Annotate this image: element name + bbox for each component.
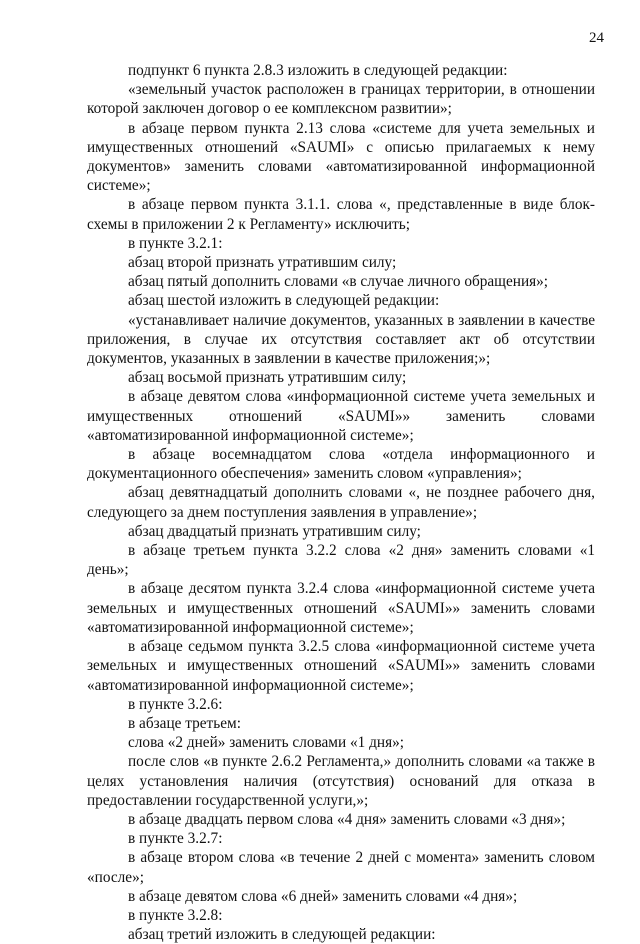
paragraph: в пункте 3.2.7: [128, 830, 223, 848]
paragraph: в абзаце третьем пункта 3.2.2 слова «2 дня» заменить словами «1 день»; [87, 542, 595, 579]
paragraph: после слов «в пункте 2.6.2 Регламента,» дополнить словами «а также в целях установления наличия (отсутствия) оснований для отказа в предоставлении государственной услуги,»; [87, 753, 595, 809]
paragraph: абзац пятый дополнить словами «в случае личного обращения»; [128, 273, 549, 291]
paragraph: абзац восьмой признать утратившим силу; [128, 369, 407, 387]
paragraph: абзац девятнадцатый дополнить словами «, не позднее рабочего дня, следующего за днем поступления заявления в управление»; [87, 484, 595, 521]
paragraph: в пункте 3.2.6: [128, 695, 223, 713]
page-number: 24 [589, 30, 604, 46]
paragraph: в абзаце девятом слова «информационной системе учета земельных и имущественных отношений «SAUMI»» заменить словами «автоматизированной информационной системе»; [87, 388, 595, 444]
paragraph: абзац двадцатый признать утратившим силу; [128, 522, 421, 540]
paragraph: в пункте 3.2.1: [128, 234, 223, 252]
paragraph: в абзаце восемнадцатом слова «отдела информационного и документационного обеспечения» заменить словом «управления»; [87, 446, 595, 483]
paragraph: в абзаце втором слова «в течение 2 дней с момента» заменить словом «после»; [87, 849, 595, 886]
paragraph: в абзаце седьмом пункта 3.2.5 слова «информационной системе учета земельных и имущественных отношений «SAUMI»» заменить словами «автоматизированной информационной системе»; [87, 638, 595, 694]
paragraph: подпункт 6 пункта 2.8.3 изложить в следующей редакции: [128, 62, 508, 79]
paragraph: в абзаце первом пункта 2.13 слова «системе для учета земельных и имущественных отношений «SAUMI» с описью прилагаемых к нему документов» заменить словами «автоматизированной информационной системе»; [87, 119, 595, 195]
paragraph: абзац второй признать утратившим силу; [128, 254, 397, 272]
paragraph: в абзаце первом пункта 3.1.1. слова «, представленные в виде блок-схемы в приложении 2 к Регламенту» исключить; [87, 196, 595, 233]
paragraph: в абзаце третьем: [128, 714, 241, 732]
paragraph: слова «2 дней» заменить словами «1 дня»; [128, 734, 405, 752]
paragraph: в абзаце двадцать первом слова «4 дня» заменить словами «3 дня»; [128, 810, 566, 828]
paragraph: «земельный участок расположен в границах территории, в отношении которой заключен договор о ее комплексном развитии»; [87, 81, 595, 118]
paragraph: абзац третий изложить в следующей редакции: [128, 926, 436, 944]
document-body [87, 61, 595, 944]
paragraph: абзац шестой изложить в следующей редакции: [128, 292, 440, 310]
paragraph: в абзаце десятом пункта 3.2.4 слова «информационной системе учета земельных и имущественных отношений «SAUMI»» заменить словами «автоматизированной информационной системе»; [87, 580, 595, 636]
paragraph: «устанавливает наличие документов, указанных в заявлении в качестве приложения, в случае их отсутствия составляет акт об отсутствии документов, указанных в заявлении в качестве приложения;»; [87, 311, 595, 368]
paragraph: в абзаце девятом слова «6 дней» заменить словами «4 дня»; [128, 887, 518, 905]
paragraph: в пункте 3.2.8: [128, 906, 223, 924]
